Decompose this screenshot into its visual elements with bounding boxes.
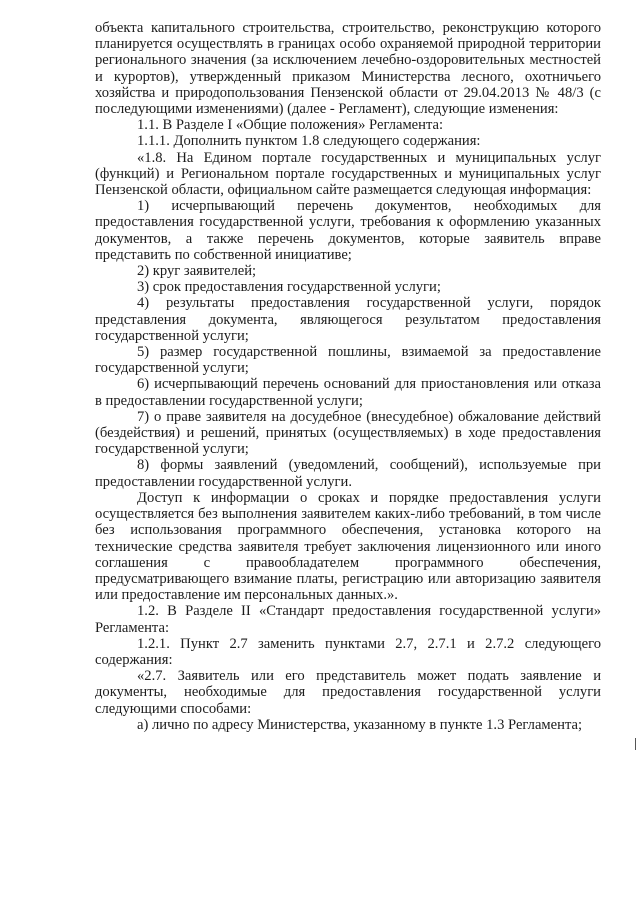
- list-item-8: 8) формы заявлений (уведомлений, сообщений), используемые при предоставлении государственной услуги.: [95, 457, 601, 490]
- list-item-1: 1) исчерпывающий перечень документов, необходимых для предоставления государственной услуги, требования к оформлению указанных документов, а также перечень документов, которые заявитель вправе представить по собственной инициативе;: [95, 198, 601, 263]
- list-item-5: 5) размер государственной пошлины, взимаемой за предоставление государственной услуги;: [95, 344, 601, 377]
- paragraph-intro: объекта капитального строительства, строительство, реконструкцию которого планируется осуществлять в границах особо охраняемой природной территории регионального значения (за исключением лечебно-оздоровительных местностей и курортов), утвержденный приказом Министерства лесного, охотничьего хозяйства и природопользования Пензенской области от 29.04.2013 № 48/3 (с последующими изменениями) (далее - Регламент), следующие изменения:: [95, 20, 601, 118]
- paragraph-section-1-1: 1.1. В Разделе I «Общие положения» Регламента:: [137, 117, 444, 134]
- paragraph-section-1-1-1: 1.1.1. Дополнить пунктом 1.8 следующего содержания:: [137, 133, 481, 150]
- list-item-3: 3) срок предоставления государственной услуги;: [137, 279, 441, 296]
- list-item-2: 2) круг заявителей;: [137, 263, 257, 280]
- document-page: [95, 20, 601, 733]
- paragraph-section-1-2: 1.2. В Разделе II «Стандарт предоставления государственной услуги» Регламента:: [95, 603, 601, 636]
- list-item-a: а) лично по адресу Министерства, указанному в пункте 1.3 Регламента;: [137, 716, 583, 733]
- paragraph-section-1-2-1: 1.2.1. Пункт 2.7 заменить пунктами 2.7, 2.7.1 и 2.7.2 следующего содержания:: [95, 635, 601, 668]
- list-item-7: 7) о праве заявителя на досудебное (внесудебное) обжалование действий (бездействия) и решений, принятых (осуществляемых) в ходе предоставления государственной услуги;: [95, 408, 601, 458]
- paragraph-item-2-7: «2.7. Заявитель или его представитель может подать заявление и документы, необходимые для предоставления государственной услуги следующими способами:: [95, 668, 601, 717]
- list-item-4: 4) результаты предоставления государственной услуги, порядок представления документа, являющегося результатом предоставления государственной услуги;: [95, 295, 601, 344]
- paragraph-access-info: Доступ к информации о сроках и порядке предоставления услуги осуществляется без выполнения заявителем каких-либо требований, в том числе без использования программного обеспечения, установка которого на технические средства заявителя требует заключения лицензионного или иного соглашения с правообладателем программного обеспечения, предусматривающего взимание платы, регистрацию или авторизацию заявителя или предоставление им персональных данных.».: [95, 489, 601, 604]
- paragraph-item-1-8: «1.8. На Едином портале государственных и муниципальных услуг (функций) и Региональном портале государственных и муниципальных услуг Пензенской области, официальном сайте размещается следующая информация:: [95, 149, 601, 199]
- list-item-6: 6) исчерпывающий перечень оснований для приостановления или отказа в предоставлении государственной услуги;: [95, 376, 601, 409]
- scan-artifact-mark: [635, 738, 636, 750]
